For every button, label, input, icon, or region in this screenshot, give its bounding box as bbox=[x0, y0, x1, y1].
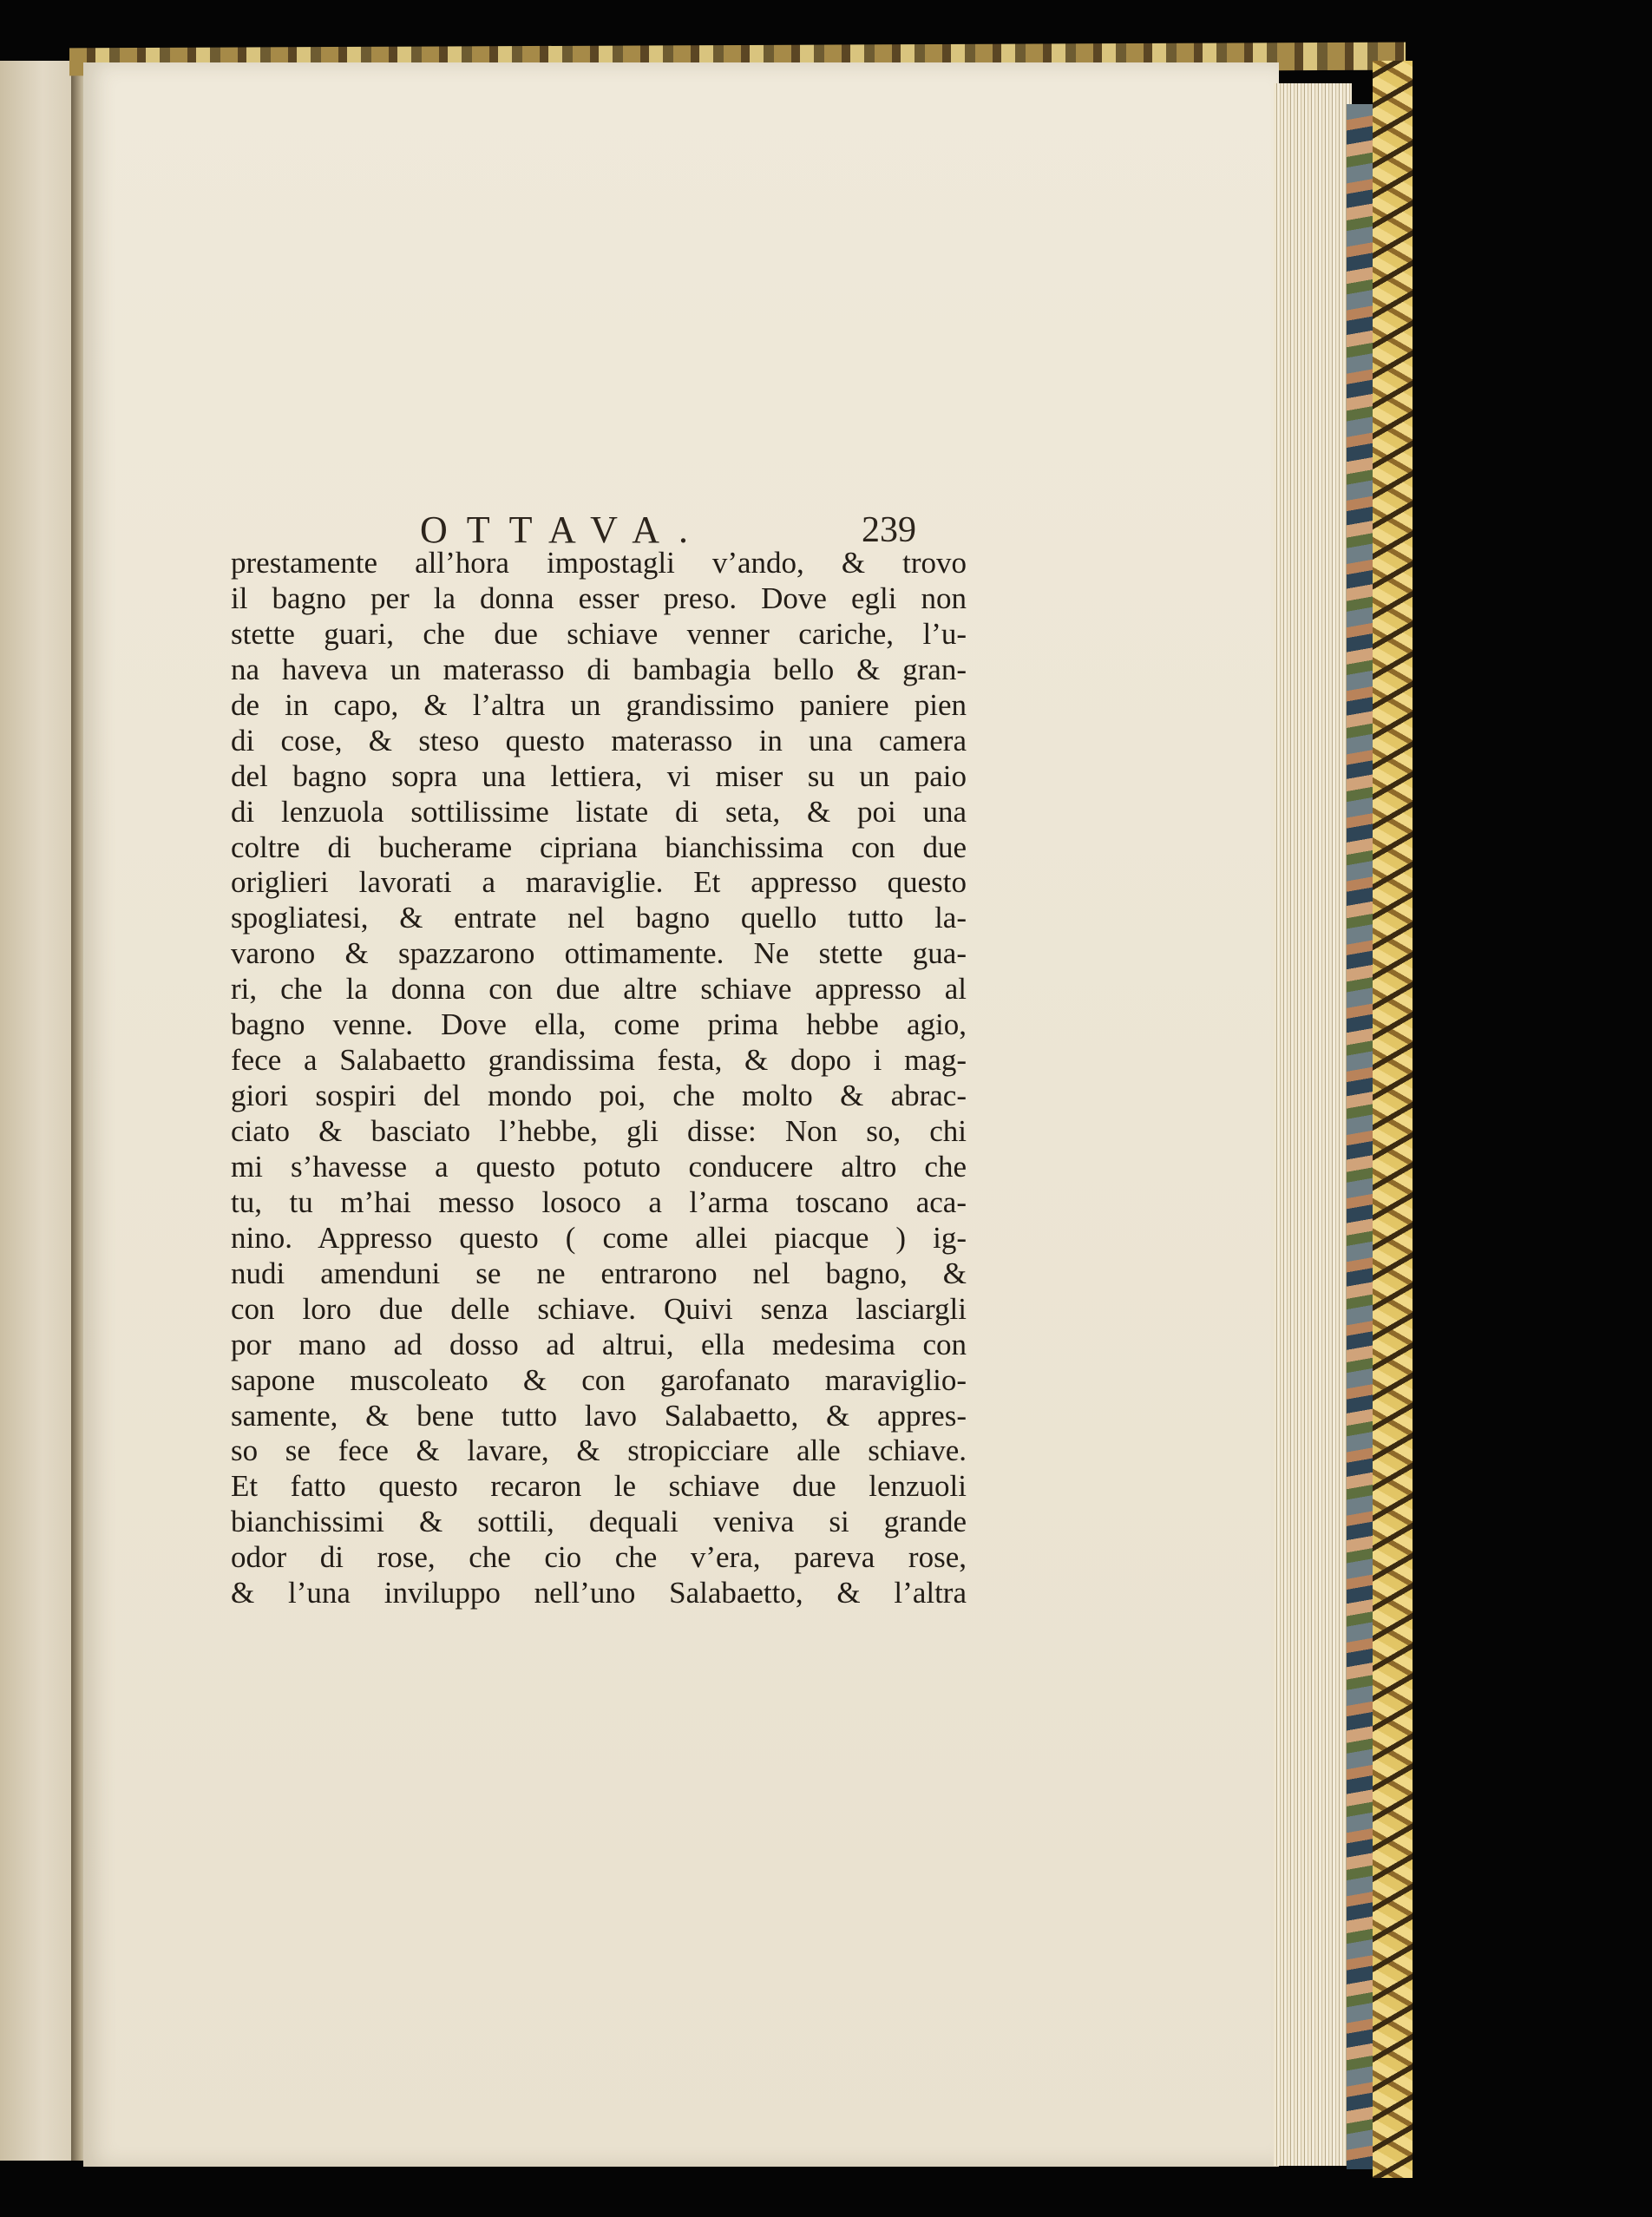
text-line: de in capo, & l’altra un grandissimo paniere pien bbox=[231, 687, 967, 722]
text-line: & l’una inviluppo nell’uno Salabaetto, & l’altra bbox=[231, 1576, 967, 1610]
gilt-binding-edge bbox=[1373, 61, 1413, 2178]
text-line: bianchissimi & sottili, dequali veniva si grande bbox=[231, 1505, 967, 1539]
text-line: con loro due delle schiave. Quivi senza lasciargli bbox=[231, 1291, 967, 1326]
text-line: bagno venne. Dove ella, come prima hebbe agio, bbox=[231, 1007, 967, 1042]
text-line: por mano ad dosso ad altrui, ella medesima con bbox=[231, 1327, 967, 1361]
marbled-endpaper bbox=[1347, 104, 1376, 2169]
book-page bbox=[83, 62, 1279, 2167]
text-line: fece a Salabaetto grandissima festa, & dopo i mag- bbox=[231, 1043, 967, 1078]
text-line: Et fatto questo recaron le schiave due lenzuoli bbox=[231, 1469, 967, 1504]
text-line: di lenzuola sottilissime listate di seta, & poi una bbox=[231, 794, 967, 829]
facing-page-edge bbox=[0, 61, 73, 2161]
text-line: varono & spazzarono ottimamente. Ne stette gua- bbox=[231, 936, 967, 971]
text-line: spogliatesi, & entrate nel bagno quello tutto la- bbox=[231, 901, 967, 935]
text-line: giori sospiri del mondo poi, che molto & abrac- bbox=[231, 1079, 967, 1113]
body-text bbox=[231, 546, 967, 1611]
text-line: samente, & bene tutto lavo Salabaetto, & appres- bbox=[231, 1398, 967, 1433]
running-head-title: OTTAVA. bbox=[420, 508, 707, 551]
text-line: ciato & basciato l’hebbe, gli disse: Non so, chi bbox=[231, 1114, 967, 1148]
text-line: di cose, & steso questo materasso in una camera bbox=[231, 723, 967, 758]
text-line: prestamente all’hora impostagli v’ando, & trovo bbox=[231, 546, 967, 580]
text-line: sapone muscoleato & con garofanato maraviglio- bbox=[231, 1362, 967, 1397]
text-line: na haveva un materasso di bambagia bello & gran- bbox=[231, 652, 967, 686]
text-line: ri, che la donna con due altre schiave appresso al bbox=[231, 972, 967, 1007]
text-line: nino. Appresso questo ( come allei piacque ) ig- bbox=[231, 1220, 967, 1255]
text-line: il bagno per la donna esser preso. Dove egli non bbox=[231, 580, 967, 615]
page-block-edges bbox=[1274, 83, 1352, 2166]
page-number: 239 bbox=[862, 510, 916, 550]
text-line: stette guari, che due schiave venner cariche, l’u- bbox=[231, 616, 967, 651]
text-line: coltre di bucherame cipriana bianchissima con due bbox=[231, 830, 967, 864]
text-line: so se fece & lavare, & stropicciare alle schiave. bbox=[231, 1433, 967, 1468]
text-line: tu, tu m’hai messo losoco a l’arma toscano aca- bbox=[231, 1184, 967, 1219]
text-line: mi s’havesse a questo potuto conducere altro che bbox=[231, 1149, 967, 1184]
text-line: origlieri lavorati a maraviglie. Et appresso questo bbox=[231, 865, 967, 900]
text-line: nudi amenduni se ne entrarono nel bagno, & bbox=[231, 1256, 967, 1290]
text-line: del bagno sopra una lettiera, vi miser su un paio bbox=[231, 758, 967, 793]
text-line: odor di rose, che cio che v’era, pareva rose, bbox=[231, 1540, 967, 1575]
